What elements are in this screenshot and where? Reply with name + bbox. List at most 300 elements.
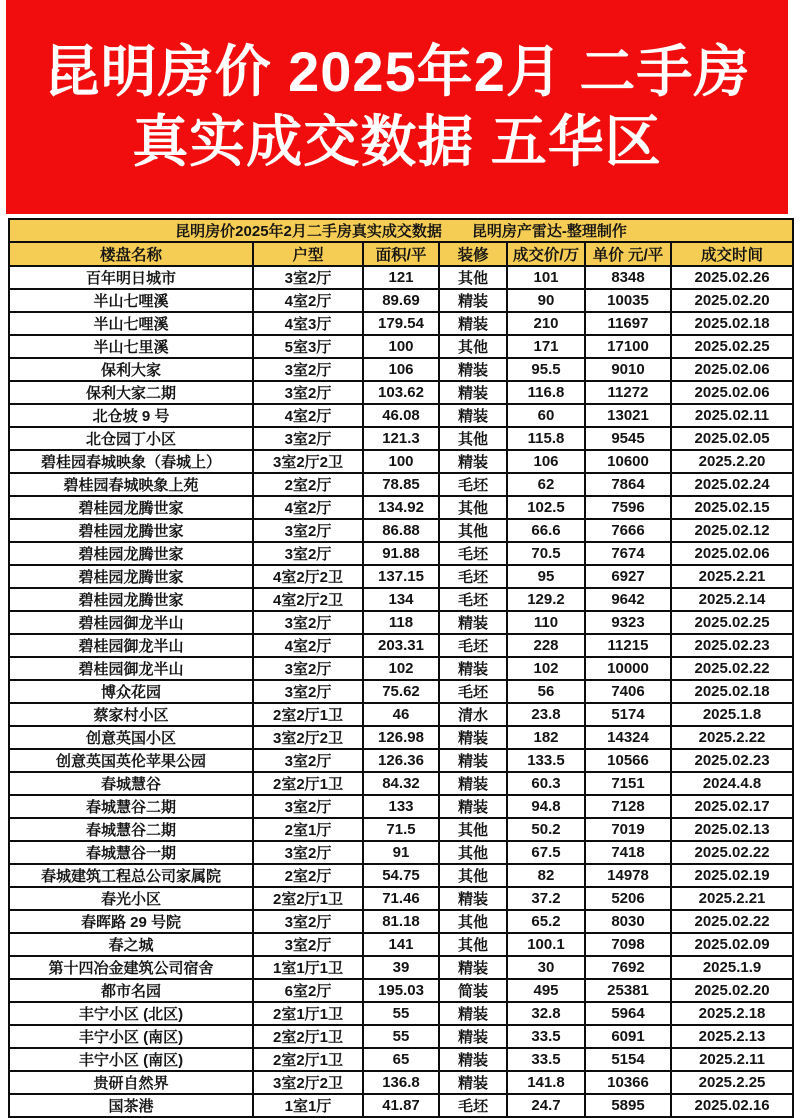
cell-price: 82 [507,864,585,887]
cell-layout: 4室2厅 [253,496,363,519]
cell-name: 保利大家 [9,358,253,381]
cell-date: 2025.02.23 [671,749,793,772]
cell-decoration: 精装 [439,358,507,381]
cell-layout: 2室2厅1卫 [253,1048,363,1071]
cell-unit-price: 10566 [585,749,671,772]
table-row [9,979,793,1002]
cell-layout: 3室2厅 [253,519,363,542]
column-header-row [9,242,793,266]
cell-date: 2025.02.26 [671,266,793,289]
cell-unit-price: 7692 [585,956,671,979]
cell-decoration: 其他 [439,841,507,864]
cell-decoration: 其他 [439,496,507,519]
column-header-4: 成交价/万 [507,242,585,266]
cell-name: 创意英国英伦苹果公园 [9,749,253,772]
cell-decoration: 其他 [439,266,507,289]
cell-area: 137.15 [363,565,439,588]
cell-price: 56 [507,680,585,703]
cell-layout: 3室2厅2卫 [253,1071,363,1094]
cell-price: 116.8 [507,381,585,404]
table-row [9,1071,793,1094]
cell-unit-price: 25381 [585,979,671,1002]
cell-layout: 2室2厅 [253,473,363,496]
cell-name: 百年明日城市 [9,266,253,289]
cell-decoration: 精装 [439,611,507,634]
cell-unit-price: 10035 [585,289,671,312]
cell-decoration: 精装 [439,404,507,427]
cell-layout: 4室2厅 [253,634,363,657]
cell-area: 126.98 [363,726,439,749]
table-row [9,358,793,381]
cell-unit-price: 17100 [585,335,671,358]
cell-name: 博众花园 [9,680,253,703]
cell-date: 2025.02.22 [671,657,793,680]
cell-layout: 2室2厅1卫 [253,703,363,726]
cell-layout: 3室2厅 [253,381,363,404]
cell-name: 碧桂园御龙半山 [9,657,253,680]
cell-date: 2025.2.22 [671,726,793,749]
cell-area: 75.62 [363,680,439,703]
cell-unit-price: 5895 [585,1094,671,1117]
table-row [9,795,793,818]
cell-date: 2025.2.21 [671,887,793,910]
table-row [9,542,793,565]
cell-area: 41.87 [363,1094,439,1117]
table-title: 昆明房价2025年2月二手房真实成交数据 昆明房产雷达-整理制作 [9,219,793,242]
cell-layout: 2室2厅1卫 [253,1025,363,1048]
table-row [9,933,793,956]
cell-area: 118 [363,611,439,634]
cell-price: 32.8 [507,1002,585,1025]
cell-area: 71.5 [363,818,439,841]
cell-unit-price: 5154 [585,1048,671,1071]
table-row [9,1002,793,1025]
cell-area: 81.18 [363,910,439,933]
cell-date: 2025.02.13 [671,818,793,841]
table-row [9,726,793,749]
cell-layout: 2室1厅 [253,818,363,841]
table-row [9,703,793,726]
cell-date: 2025.02.22 [671,841,793,864]
cell-decoration: 精装 [439,887,507,910]
cell-area: 134.92 [363,496,439,519]
cell-name: 国茶港 [9,1094,253,1117]
cell-layout: 3室2厅 [253,910,363,933]
cell-price: 102 [507,657,585,680]
cell-unit-price: 7019 [585,818,671,841]
cell-layout: 3室2厅2卫 [253,726,363,749]
cell-name: 半山七哩溪 [9,289,253,312]
cell-area: 134 [363,588,439,611]
cell-unit-price: 11697 [585,312,671,335]
table-row [9,841,793,864]
cell-date: 2025.02.24 [671,473,793,496]
cell-name: 碧桂园春城映象上苑 [9,473,253,496]
cell-name: 丰宁小区 (北区) [9,1002,253,1025]
cell-unit-price: 7674 [585,542,671,565]
table-row [9,381,793,404]
cell-price: 33.5 [507,1048,585,1071]
cell-price: 94.8 [507,795,585,818]
cell-unit-price: 8348 [585,266,671,289]
cell-area: 71.46 [363,887,439,910]
cell-area: 179.54 [363,312,439,335]
cell-price: 60 [507,404,585,427]
cell-layout: 2室2厅1卫 [253,772,363,795]
cell-date: 2025.02.25 [671,611,793,634]
cell-price: 101 [507,266,585,289]
cell-unit-price: 7406 [585,680,671,703]
cell-price: 23.8 [507,703,585,726]
cell-unit-price: 7151 [585,772,671,795]
cell-unit-price: 5964 [585,1002,671,1025]
cell-unit-price: 7128 [585,795,671,818]
column-header-3: 装修 [439,242,507,266]
cell-price: 65.2 [507,910,585,933]
cell-price: 102.5 [507,496,585,519]
table-row [9,1025,793,1048]
cell-name: 碧桂园御龙半山 [9,634,253,657]
table-row [9,312,793,335]
cell-name: 贵研自然界 [9,1071,253,1094]
cell-name: 春城慧谷一期 [9,841,253,864]
cell-unit-price: 5174 [585,703,671,726]
cell-layout: 3室2厅 [253,749,363,772]
cell-layout: 4室2厅2卫 [253,588,363,611]
poster-header [6,0,788,214]
cell-decoration: 精装 [439,450,507,473]
cell-price: 100.1 [507,933,585,956]
table-row [9,887,793,910]
cell-price: 228 [507,634,585,657]
cell-area: 133 [363,795,439,818]
cell-decoration: 精装 [439,956,507,979]
cell-unit-price: 10600 [585,450,671,473]
cell-date: 2025.02.18 [671,680,793,703]
cell-unit-price: 9010 [585,358,671,381]
cell-decoration: 毛坯 [439,634,507,657]
cell-decoration: 毛坯 [439,1094,507,1117]
cell-date: 2025.2.13 [671,1025,793,1048]
cell-date: 2025.02.18 [671,312,793,335]
cell-decoration: 毛坯 [439,473,507,496]
cell-area: 100 [363,335,439,358]
cell-area: 39 [363,956,439,979]
column-header-6: 成交时间 [671,242,793,266]
table-row [9,657,793,680]
cell-decoration: 清水 [439,703,507,726]
cell-price: 62 [507,473,585,496]
cell-layout: 3室2厅 [253,611,363,634]
cell-price: 95.5 [507,358,585,381]
poster-title-line-2: 真实成交数据 五华区 [132,110,662,173]
cell-price: 110 [507,611,585,634]
cell-area: 121.3 [363,427,439,450]
cell-name: 碧桂园龙腾世家 [9,542,253,565]
cell-area: 100 [363,450,439,473]
cell-price: 141.8 [507,1071,585,1094]
cell-layout: 3室2厅2卫 [253,450,363,473]
cell-price: 24.7 [507,1094,585,1117]
cell-unit-price: 13021 [585,404,671,427]
cell-layout: 3室2厅 [253,427,363,450]
table-row [9,404,793,427]
cell-decoration: 精装 [439,657,507,680]
poster-title-line-1: 昆明房价 2025年2月 二手房 [43,40,751,103]
cell-date: 2025.02.20 [671,979,793,1002]
cell-decoration: 毛坯 [439,565,507,588]
cell-layout: 3室2厅 [253,795,363,818]
cell-decoration: 精装 [439,1025,507,1048]
table-row [9,565,793,588]
cell-area: 55 [363,1002,439,1025]
table-row [9,473,793,496]
cell-price: 133.5 [507,749,585,772]
cell-price: 66.6 [507,519,585,542]
cell-decoration: 精装 [439,1002,507,1025]
cell-name: 蔡家村小区 [9,703,253,726]
cell-decoration: 精装 [439,749,507,772]
cell-area: 203.31 [363,634,439,657]
cell-name: 丰宁小区 (南区) [9,1025,253,1048]
table-row [9,680,793,703]
cell-date: 2025.02.22 [671,910,793,933]
table-row [9,956,793,979]
cell-price: 495 [507,979,585,1002]
cell-price: 50.2 [507,818,585,841]
cell-date: 2025.02.16 [671,1094,793,1117]
cell-layout: 4室2厅 [253,289,363,312]
table-row [9,818,793,841]
cell-date: 2025.2.20 [671,450,793,473]
cell-unit-price: 9642 [585,588,671,611]
cell-decoration: 精装 [439,312,507,335]
cell-price: 60.3 [507,772,585,795]
cell-decoration: 其他 [439,933,507,956]
cell-name: 北仓坡 9 号 [9,404,253,427]
cell-date: 2025.2.25 [671,1071,793,1094]
cell-price: 30 [507,956,585,979]
cell-decoration: 其他 [439,427,507,450]
table-row [9,864,793,887]
cell-unit-price: 7864 [585,473,671,496]
transactions-table [8,218,794,1118]
cell-name: 都市名园 [9,979,253,1002]
cell-unit-price: 9545 [585,427,671,450]
cell-name: 春晖路 29 号院 [9,910,253,933]
cell-price: 33.5 [507,1025,585,1048]
cell-date: 2025.02.19 [671,864,793,887]
cell-layout: 3室2厅 [253,841,363,864]
cell-decoration: 简装 [439,979,507,1002]
cell-decoration: 精装 [439,381,507,404]
cell-area: 91.88 [363,542,439,565]
cell-layout: 6室2厅 [253,979,363,1002]
table-row [9,588,793,611]
cell-decoration: 其他 [439,864,507,887]
cell-layout: 2室1厅1卫 [253,1002,363,1025]
table-row [9,335,793,358]
cell-name: 碧桂园春城映象（春城上） [9,450,253,473]
cell-area: 84.32 [363,772,439,795]
cell-date: 2025.02.12 [671,519,793,542]
table-row [9,266,793,289]
table-row [9,289,793,312]
cell-layout: 3室2厅 [253,266,363,289]
cell-name: 丰宁小区 (南区) [9,1048,253,1071]
cell-price: 115.8 [507,427,585,450]
table-row [9,427,793,450]
cell-name: 碧桂园龙腾世家 [9,519,253,542]
cell-name: 北仓园丁小区 [9,427,253,450]
table-body [9,266,793,1117]
table-row [9,450,793,473]
cell-date: 2025.02.17 [671,795,793,818]
cell-area: 78.85 [363,473,439,496]
table-row [9,496,793,519]
cell-name: 春之城 [9,933,253,956]
column-header-5: 单价 元/平 [585,242,671,266]
cell-decoration: 精装 [439,1071,507,1094]
cell-date: 2025.2.21 [671,565,793,588]
cell-layout: 4室3厅 [253,312,363,335]
cell-decoration: 其他 [439,335,507,358]
cell-date: 2025.2.14 [671,588,793,611]
cell-date: 2025.02.25 [671,335,793,358]
cell-price: 70.5 [507,542,585,565]
cell-area: 89.69 [363,289,439,312]
cell-name: 春城慧谷 [9,772,253,795]
cell-layout: 3室2厅 [253,933,363,956]
cell-price: 106 [507,450,585,473]
cell-date: 2025.2.18 [671,1002,793,1025]
cell-area: 195.03 [363,979,439,1002]
cell-area: 126.36 [363,749,439,772]
cell-price: 95 [507,565,585,588]
cell-layout: 4室2厅 [253,404,363,427]
table-row [9,910,793,933]
cell-unit-price: 6091 [585,1025,671,1048]
cell-date: 2025.1.9 [671,956,793,979]
cell-area: 91 [363,841,439,864]
cell-unit-price: 11215 [585,634,671,657]
cell-price: 37.2 [507,887,585,910]
cell-decoration: 其他 [439,910,507,933]
cell-price: 171 [507,335,585,358]
cell-name: 半山七哩溪 [9,312,253,335]
table-row [9,749,793,772]
cell-unit-price: 7666 [585,519,671,542]
cell-decoration: 毛坯 [439,680,507,703]
table-row [9,1048,793,1071]
transactions-table-wrapper [8,218,792,1118]
cell-layout: 2室2厅 [253,864,363,887]
cell-layout: 4室2厅2卫 [253,565,363,588]
cell-layout: 3室2厅 [253,542,363,565]
cell-unit-price: 7596 [585,496,671,519]
cell-layout: 5室3厅 [253,335,363,358]
cell-decoration: 精装 [439,289,507,312]
table-row [9,1094,793,1117]
cell-area: 65 [363,1048,439,1071]
cell-area: 86.88 [363,519,439,542]
cell-name: 保利大家二期 [9,381,253,404]
cell-area: 141 [363,933,439,956]
cell-unit-price: 10000 [585,657,671,680]
cell-price: 67.5 [507,841,585,864]
cell-name: 碧桂园龙腾世家 [9,565,253,588]
cell-area: 54.75 [363,864,439,887]
cell-decoration: 其他 [439,519,507,542]
table-row [9,611,793,634]
cell-unit-price: 7418 [585,841,671,864]
cell-decoration: 精装 [439,726,507,749]
table-row [9,772,793,795]
cell-date: 2025.02.09 [671,933,793,956]
cell-area: 46.08 [363,404,439,427]
cell-date: 2025.1.8 [671,703,793,726]
cell-unit-price: 8030 [585,910,671,933]
cell-price: 182 [507,726,585,749]
cell-price: 129.2 [507,588,585,611]
cell-price: 210 [507,312,585,335]
cell-date: 2025.02.06 [671,381,793,404]
cell-name: 春光小区 [9,887,253,910]
cell-name: 春城慧谷二期 [9,818,253,841]
cell-unit-price: 5206 [585,887,671,910]
cell-date: 2025.02.23 [671,634,793,657]
cell-unit-price: 7098 [585,933,671,956]
table-row [9,519,793,542]
cell-unit-price: 11272 [585,381,671,404]
cell-date: 2025.02.06 [671,542,793,565]
cell-unit-price: 14324 [585,726,671,749]
cell-decoration: 其他 [439,818,507,841]
cell-name: 第十四冶金建筑公司宿舍 [9,956,253,979]
cell-date: 2025.02.11 [671,404,793,427]
cell-area: 103.62 [363,381,439,404]
cell-layout: 1室1厅1卫 [253,956,363,979]
cell-date: 2025.02.05 [671,427,793,450]
cell-area: 55 [363,1025,439,1048]
cell-date: 2025.02.15 [671,496,793,519]
cell-price: 90 [507,289,585,312]
cell-name: 春城建筑工程总公司家属院 [9,864,253,887]
cell-name: 春城慧谷二期 [9,795,253,818]
cell-unit-price: 10366 [585,1071,671,1094]
cell-name: 创意英国小区 [9,726,253,749]
cell-unit-price: 6927 [585,565,671,588]
column-header-1: 户型 [253,242,363,266]
cell-unit-price: 9323 [585,611,671,634]
column-header-2: 面积/平 [363,242,439,266]
cell-layout: 3室2厅 [253,358,363,381]
cell-name: 碧桂园龙腾世家 [9,496,253,519]
cell-date: 2025.2.11 [671,1048,793,1071]
cell-date: 2024.4.8 [671,772,793,795]
cell-layout: 2室2厅1卫 [253,887,363,910]
table-title-row [9,219,793,242]
cell-layout: 3室2厅 [253,680,363,703]
cell-name: 半山七里溪 [9,335,253,358]
cell-date: 2025.02.06 [671,358,793,381]
cell-name: 碧桂园御龙半山 [9,611,253,634]
table-row [9,634,793,657]
column-header-0: 楼盘名称 [9,242,253,266]
cell-area: 106 [363,358,439,381]
cell-area: 136.8 [363,1071,439,1094]
cell-unit-price: 14978 [585,864,671,887]
